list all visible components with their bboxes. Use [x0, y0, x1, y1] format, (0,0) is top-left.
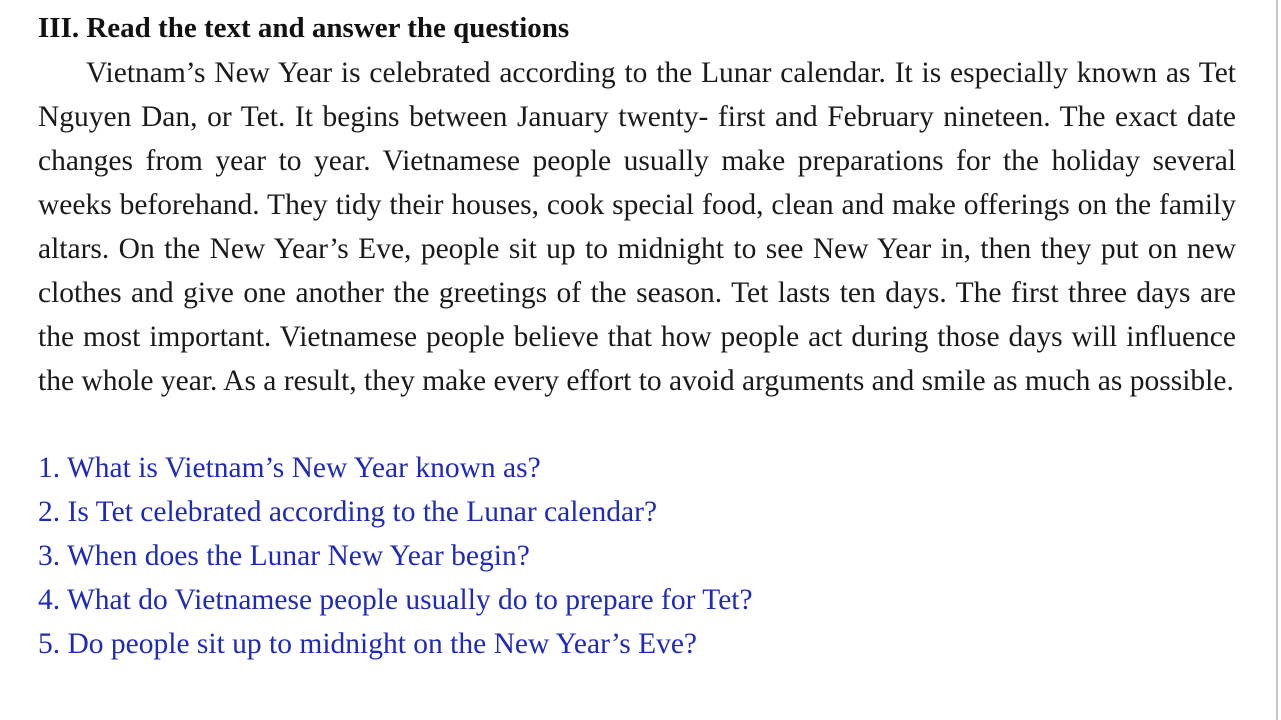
question-item: 1. What is Vietnam’s New Year known as? [38, 452, 541, 484]
question-item: 2. Is Tet celebrated according to the Lunar calendar? [38, 496, 658, 528]
question-item: 3. When does the Lunar New Year begin? [38, 540, 530, 572]
section-heading: III. Read the text and answer the questions [38, 12, 570, 44]
question-item: 5. Do people sit up to midnight on the New Year’s Eve? [38, 628, 698, 660]
page-edge-divider [1276, 0, 1278, 720]
question-list [38, 446, 753, 666]
question-item: 4. What do Vietnamese people usually do to prepare for Tet? [38, 584, 753, 616]
reading-passage: Vietnam’s New Year is celebrated according to the Lunar calendar. It is especially known as Tet Nguyen Dan, or Tet. It begins between January twenty- first and February nineteen. The exact date changes from year to year. Vietnamese people usually make preparations for the holiday several weeks beforehand. They tidy their houses, cook special food, clean and make offerings on the family altars. On the New Year’s Eve, people sit up to midnight to see New Year in, then they put on new clothes and give one another the greetings of the season. Tet lasts ten days. The first three days are the most important. Vietnamese people believe that how people act during those days will influence the whole year. As a result, they make every effort to avoid arguments and smile as much as possible. [38, 57, 1236, 397]
